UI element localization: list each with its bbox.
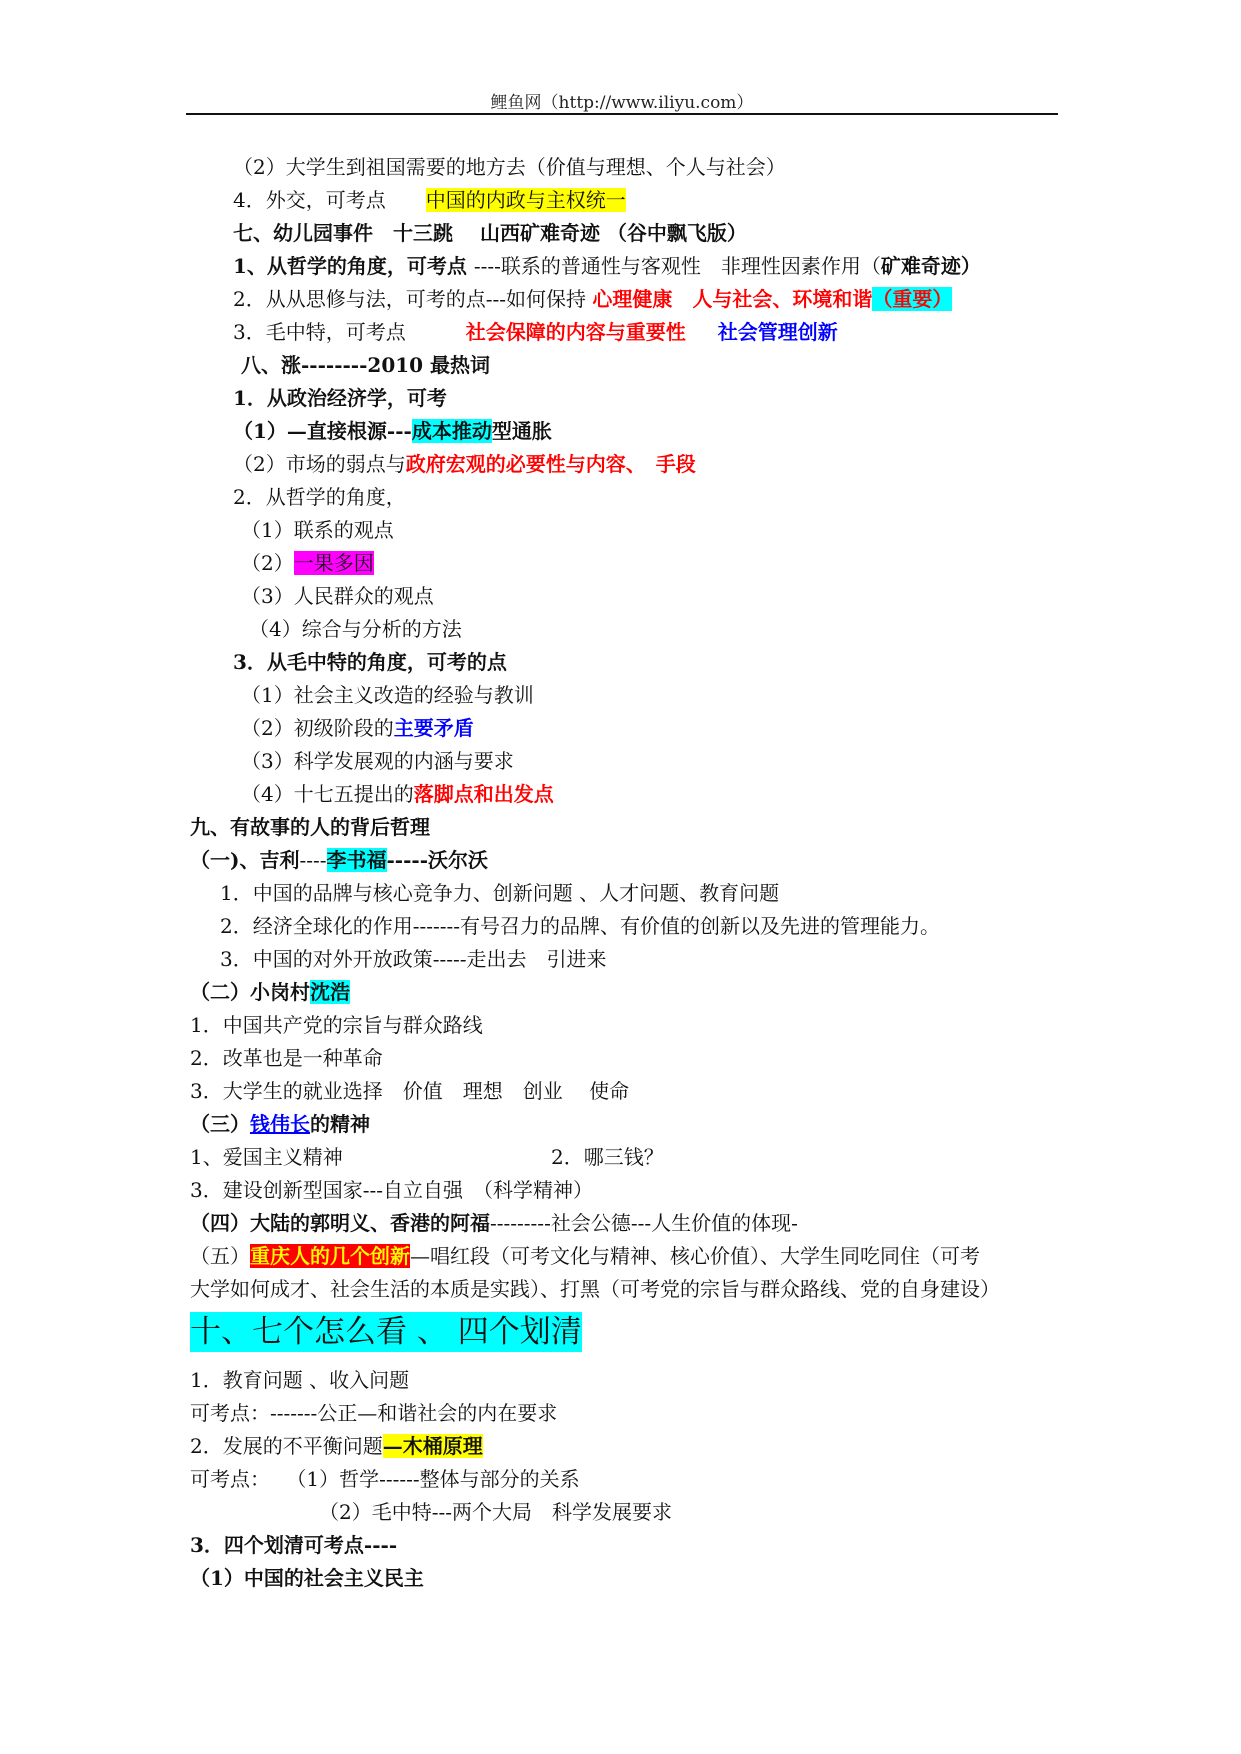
line-18-blue: 主要矛盾 xyxy=(393,716,474,740)
line-30 xyxy=(190,1109,370,1139)
highlight-diplomacy: 中国的内政与主权统一 xyxy=(425,188,626,212)
highlight-barrel: —木桶原理 xyxy=(382,1434,483,1458)
section-8-heading: 八、涨--------2010 最热词 xyxy=(241,353,491,377)
line-31a: 1、爱国主义精神 xyxy=(190,1145,343,1169)
line-10-text: （2）市场的弱点与 xyxy=(233,452,406,476)
line-8: 1．从政治经济学，可考 xyxy=(233,386,447,410)
highlight-cost-push: 成本推动 xyxy=(411,419,492,443)
line-25: 3．中国的对外开放政策-----走出去 引进来 xyxy=(220,947,607,971)
line-17: （1）社会主义改造的经验与教训 xyxy=(241,683,534,707)
line-29: 3．大学生的就业选择 价值 理想 创业 使命 xyxy=(190,1079,630,1103)
line-24: 2．经济全球化的作用-------有号召力的品牌、有价值的创新以及先进的管理能力。 xyxy=(220,914,941,938)
line-4-text: ----联系的普通性与客观性 非理性因素作用（ xyxy=(473,254,881,278)
line-34 xyxy=(190,1241,980,1271)
line-38: 可考点：-------公正—和谐社会的内在要求 xyxy=(190,1401,558,1425)
line-5 xyxy=(233,284,952,314)
line-43: （1）中国的社会主义民主 xyxy=(190,1566,424,1590)
line-42: 3．四个划清可考点---- xyxy=(190,1533,398,1557)
line-37: 1．教育问题 、收入问题 xyxy=(190,1368,410,1392)
line-5-red: 心理健康 人与社会、环境和谐 xyxy=(592,287,873,311)
line-5-important: （重要） xyxy=(872,287,953,311)
highlight-multi-cause: 一果多因 xyxy=(293,551,374,575)
line-4-tail: 矿难奇迹） xyxy=(880,254,981,278)
line-19: （3）科学发展观的内涵与要求 xyxy=(241,749,514,773)
line-1: （2）大学生到祖国需要的地方去（价值与理想、个人与社会） xyxy=(233,155,786,179)
line-22-dash: ---- xyxy=(299,848,327,872)
line-2 xyxy=(233,185,626,215)
line-16: 3．从毛中特的角度，可考的点 xyxy=(233,650,507,674)
line-4 xyxy=(233,251,981,281)
line-20-text: （4）十七五提出的 xyxy=(241,782,414,806)
line-10 xyxy=(233,449,696,479)
line-10-red: 政府宏观的必要性与内容、 手段 xyxy=(405,452,696,476)
line-33-tail: ---------社会公德---人生价值的体现- xyxy=(490,1211,798,1235)
line-6-red: 社会保障的内容与重要性 xyxy=(465,320,686,344)
line-11: 2．从哲学的角度， xyxy=(233,485,406,509)
line-13 xyxy=(241,548,374,578)
highlight-li-shufu: 李书福 xyxy=(326,848,387,872)
line-15: （4）综合与分析的方法 xyxy=(249,617,462,641)
line-41: （2）毛中特---两个大局 科学发展要求 xyxy=(319,1500,672,1524)
line-9-tail: 型通胀 xyxy=(491,419,552,443)
line-34-text: （五） xyxy=(190,1244,250,1268)
line-34-tail: —唱红段（可考文化与精神、核心价值）、大学生同吃同住（可考 xyxy=(410,1244,980,1268)
line-18-text: （2）初级阶段的 xyxy=(241,716,394,740)
line-6-text: 3．毛中特，可考点 xyxy=(233,320,466,344)
line-5-text: 2．从从思修与法，可考的点---如何保持 xyxy=(233,287,593,311)
line-4-lead: 1、从哲学的角度，可考点 xyxy=(233,254,474,278)
header-divider xyxy=(186,113,1058,115)
line-9-text: （1）—直接根源--- xyxy=(233,419,412,443)
line-20 xyxy=(241,779,554,809)
line-26-text: （二）小岗村 xyxy=(190,980,310,1004)
line-39 xyxy=(190,1431,483,1461)
line-31b: 2．哪三钱？ xyxy=(551,1145,664,1169)
line-27: 1．中国共产党的宗旨与群众路线 xyxy=(190,1013,483,1037)
line-35: 大学如何成才、社会生活的本质是实践）、打黑（可考党的宗旨与群众路线、党的自身建设） xyxy=(190,1277,1000,1301)
section-7-heading: 七、幼儿园事件 十三跳 山西矿难奇迹 （谷中飘飞版） xyxy=(233,221,747,245)
link-qian-weichang[interactable]: 钱伟长 xyxy=(250,1112,310,1136)
line-6-blue: 社会管理创新 xyxy=(717,320,838,344)
line-12: （1）联系的观点 xyxy=(241,518,394,542)
section-9-heading: 九、有故事的人的背后哲理 xyxy=(190,815,430,839)
line-39-text: 2．发展的不平衡问题 xyxy=(190,1434,383,1458)
line-20-red: 落脚点和出发点 xyxy=(413,782,554,806)
section-10-heading: 十、七个怎么看 、 四个划清 xyxy=(190,1314,582,1350)
line-6 xyxy=(233,317,838,347)
line-22-lead: （一)、吉利 xyxy=(190,848,300,872)
page-header: 鲤鱼网（http://www.iliyu.com） xyxy=(490,93,754,113)
line-14: （3）人民群众的观点 xyxy=(241,584,434,608)
line-26 xyxy=(190,977,350,1007)
line-23: 1．中国的品牌与核心竞争力、创新问题 、人才问题、教育问题 xyxy=(220,881,780,905)
line-2-text: 4．外交，可考点 xyxy=(233,188,426,212)
line-22-tail: -----沃尔沃 xyxy=(386,848,489,872)
highlight-shen-hao: 沈浩 xyxy=(310,980,350,1004)
line-18 xyxy=(241,713,474,743)
line-33-lead: （四）大陆的郭明义、香港的阿福 xyxy=(190,1211,490,1235)
line-30-tail: 的精神 xyxy=(310,1112,370,1136)
line-28: 2．改革也是一种革命 xyxy=(190,1046,383,1070)
line-32: 3．建设创新型国家---自立自强 （科学精神） xyxy=(190,1178,593,1202)
highlight-chongqing: 重庆人的几个创新 xyxy=(250,1244,410,1268)
line-33 xyxy=(190,1208,798,1238)
line-30-text: （三） xyxy=(190,1112,250,1136)
line-22 xyxy=(190,845,488,875)
line-40: 可考点： （1）哲学------整体与部分的关系 xyxy=(190,1467,580,1491)
line-9 xyxy=(233,416,552,446)
line-13-text: （2） xyxy=(241,551,294,575)
